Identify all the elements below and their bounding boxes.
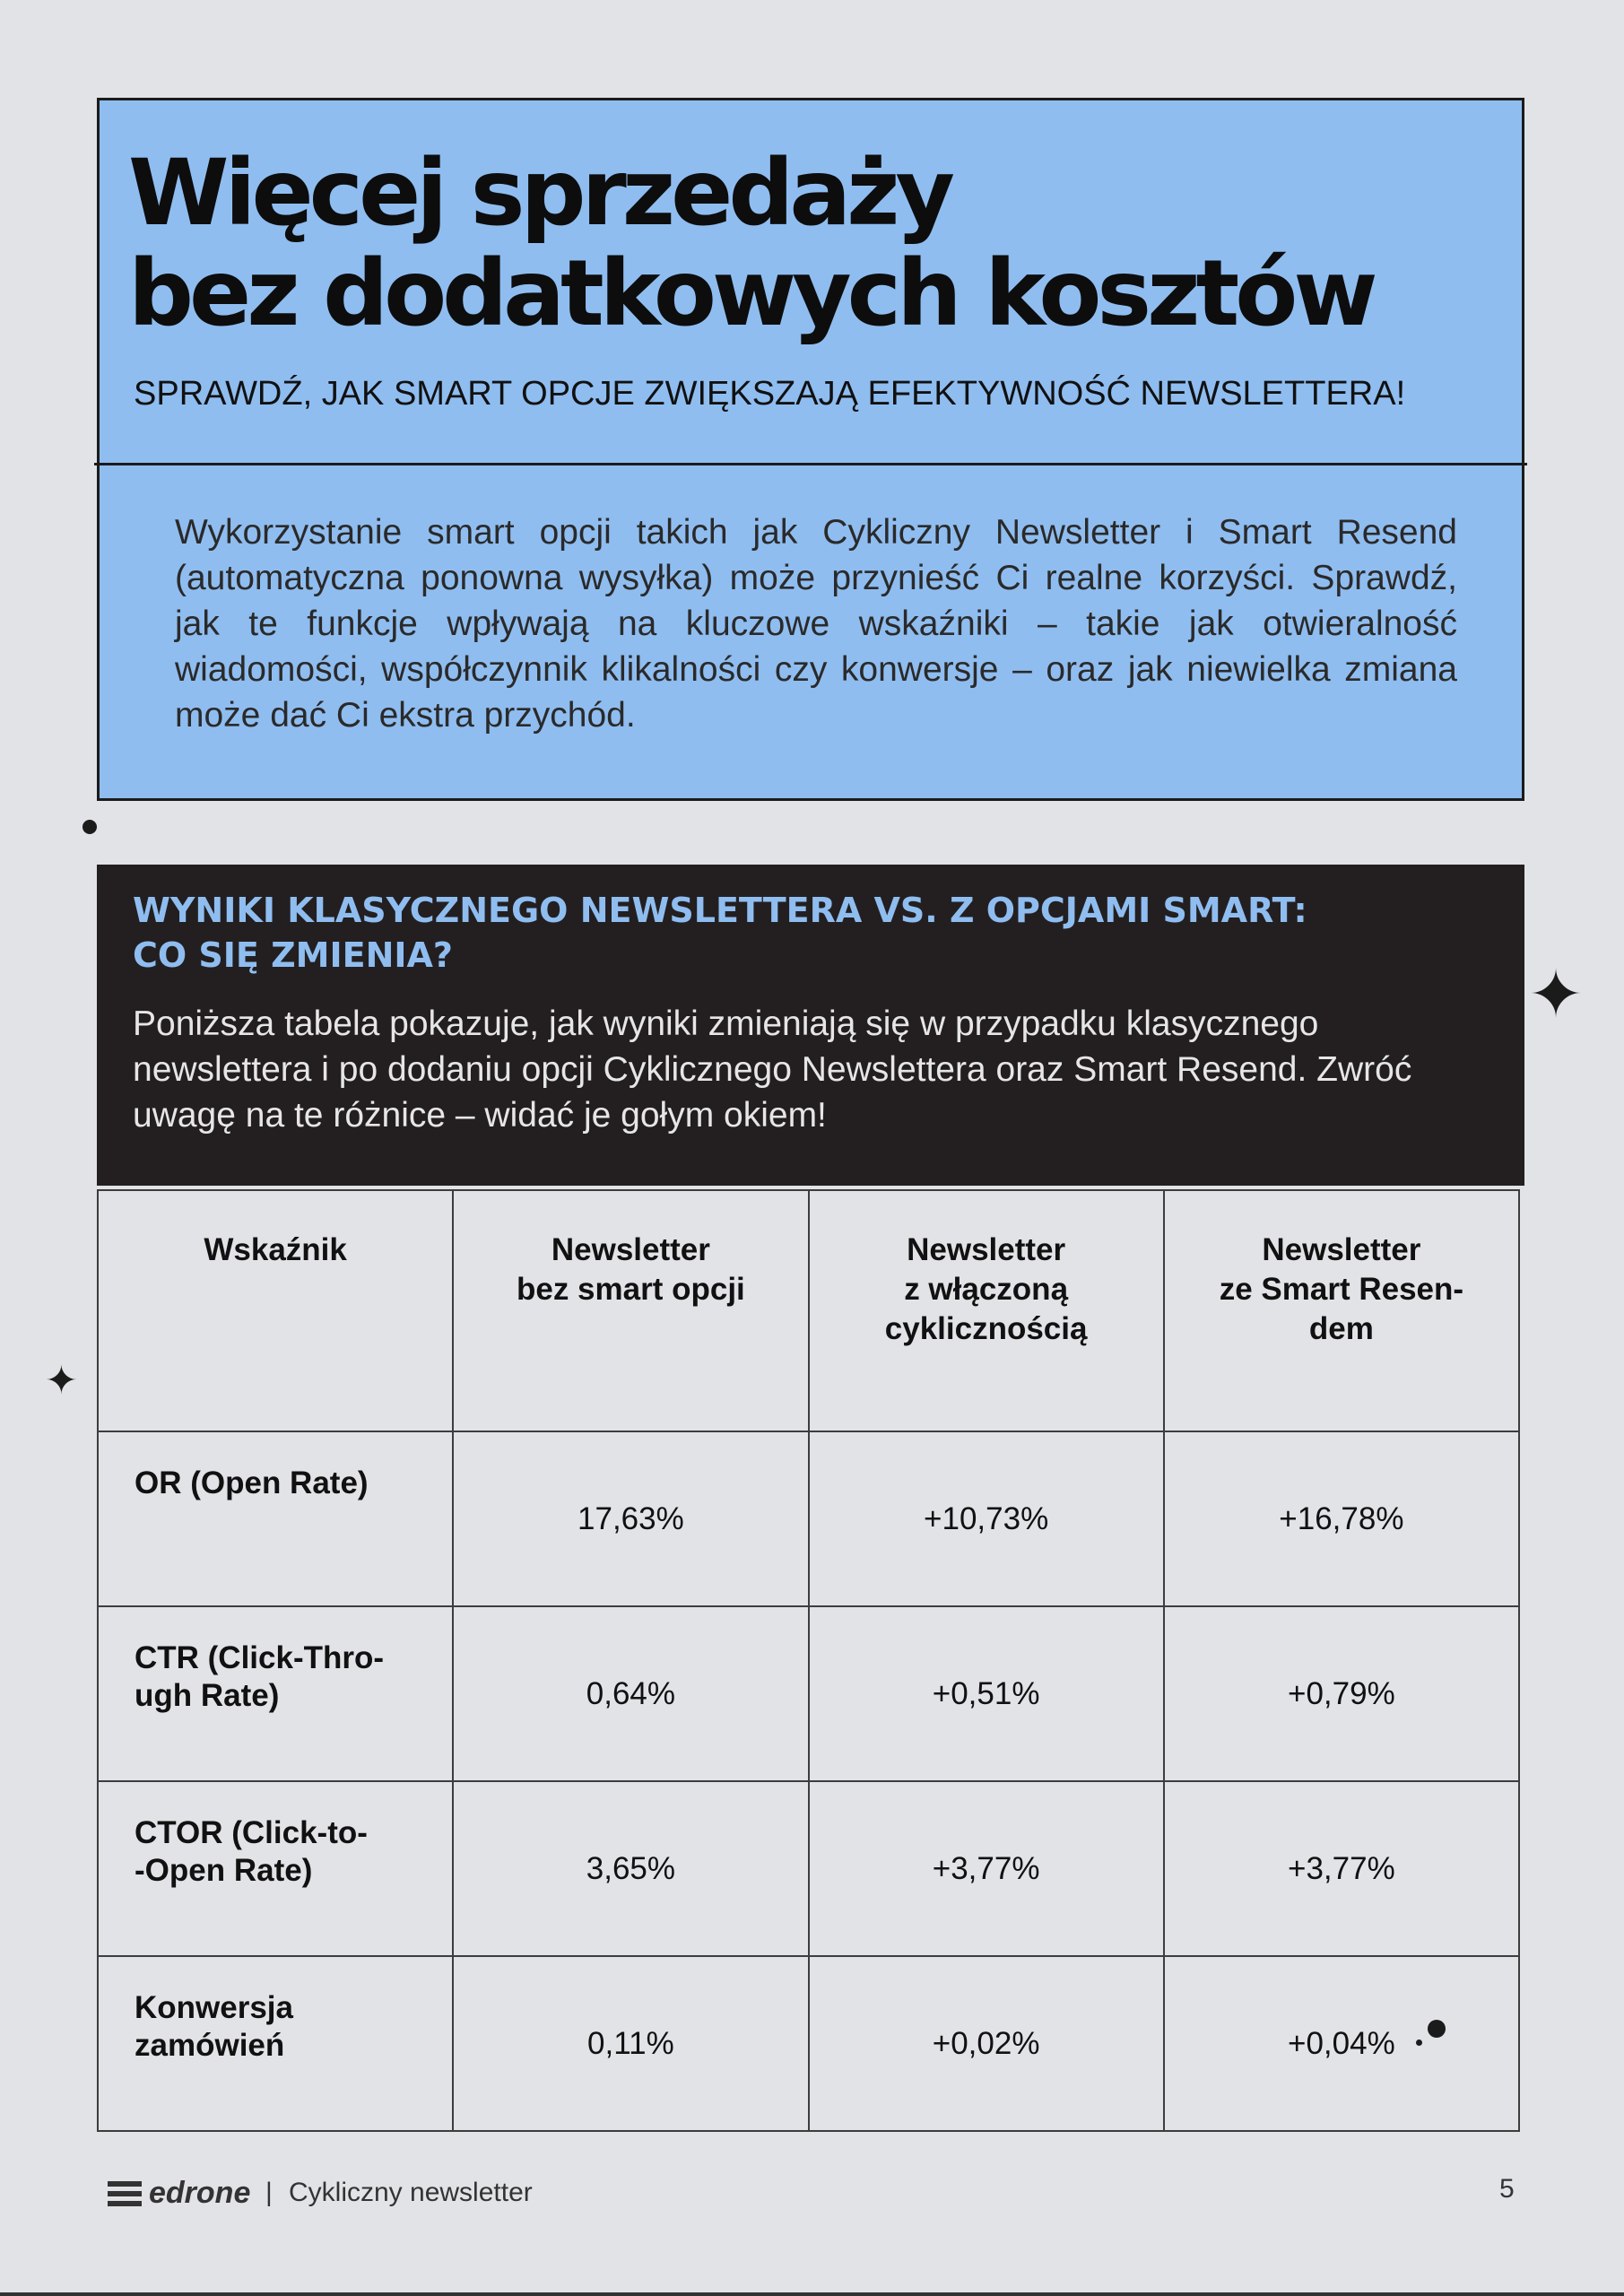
value-cell: +0,02%: [809, 1956, 1164, 2131]
results-heading: [133, 888, 1496, 978]
header-cell: [98, 1190, 453, 1431]
results-heading-line-2: CO SIĘ ZMIENIA?: [133, 935, 453, 975]
value-cell: 0,64%: [453, 1606, 808, 1781]
value-cell: 0,11%: [453, 1956, 808, 2131]
results-intro: [97, 865, 1524, 1186]
header-line: Newsletter: [551, 1232, 710, 1267]
value-cell: +0,04%: [1164, 1956, 1519, 2131]
results-table: [97, 1189, 1520, 2132]
metric-line: CTOR (Click-to-: [135, 1815, 368, 1850]
header-line: dem: [1308, 1311, 1374, 1346]
metric-line: ugh Rate): [135, 1678, 280, 1713]
page-title-line-2: bez dodatkowych kosztów: [128, 240, 1374, 347]
header-cell: [453, 1190, 808, 1431]
table-row: [98, 1431, 1519, 1606]
header-line: ze Smart Resen-: [1219, 1272, 1464, 1307]
metric-cell: [98, 1956, 453, 2131]
table-row: [98, 1956, 1519, 2131]
value-cell: +0,79%: [1164, 1606, 1519, 1781]
value-cell: 3,65%: [453, 1781, 808, 1956]
metric-cell: [98, 1781, 453, 1956]
metric-line: zamówień: [135, 2028, 285, 2063]
footer-title: Cykliczny newsletter: [289, 2178, 533, 2207]
header-line: z włączoną: [904, 1272, 1069, 1307]
results-heading-line-1: WYNIKI KLASYCZNEGO NEWSLETTERA VS. Z OPCJAMI SMART:: [133, 891, 1307, 930]
table-row: [98, 1606, 1519, 1781]
dot-icon: [83, 820, 97, 834]
value-cell: +16,78%: [1164, 1431, 1519, 1606]
footer-separator: |: [265, 2178, 273, 2207]
intro-card: [97, 98, 1524, 801]
results-paragraph: Poniższa tabela pokazuje, jak wyniki zmieniają się w przypadku klasycznego newslettera i po dodaniu opcji Cyklicznego Newslettera oraz Smart Resend. Zwróć uwagę na te różnice – widać je gołym okiem!: [133, 1004, 1412, 1135]
header-line: Newsletter: [1262, 1232, 1421, 1267]
value-cell: +3,77%: [1164, 1781, 1519, 1956]
metric-line: OR (Open Rate): [135, 1465, 369, 1500]
brand-name: edrone: [149, 2176, 251, 2210]
page-number: 5: [1499, 2174, 1515, 2204]
metric-line: CTR (Click-Thro-: [135, 1640, 385, 1675]
header-cell: [1164, 1190, 1519, 1431]
metric-cell: [98, 1431, 453, 1606]
brand-logo: [108, 2176, 250, 2211]
header-line: Newsletter: [907, 1232, 1066, 1267]
table-header-row: [98, 1190, 1519, 1431]
value-cell: +10,73%: [809, 1431, 1164, 1606]
sparkle-icon: ✦: [1528, 957, 1585, 1031]
header-line: cyklicznością: [884, 1311, 1088, 1346]
value-cell: +3,77%: [809, 1781, 1164, 1956]
menu-lines-icon: [108, 2181, 142, 2206]
value-cell: 17,63%: [453, 1431, 808, 1606]
table-row: [98, 1781, 1519, 1956]
page-subtitle: SPRAWDŹ, JAK SMART OPCJE ZWIĘKSZAJĄ EFEKTYWNOŚĆ NEWSLETTERA!: [134, 375, 1406, 413]
header-cell: [809, 1190, 1164, 1431]
value-cell: +0,51%: [809, 1606, 1164, 1781]
page-title: [128, 140, 1509, 347]
bottom-rule: [0, 2292, 1624, 2296]
sparkle-icon: ✦: [45, 1359, 78, 1403]
metric-cell: [98, 1606, 453, 1781]
divider: [94, 463, 1527, 465]
intro-paragraph: Wykorzystanie smart opcji takich jak Cykliczny Newsletter i Smart Resend (automatyczna ponowna wysyłka) może przynieść Ci realne korzyści. Sprawdź, jak te funkcje wpływają na kluczowe wskaźniki – takie jak otwieralność wiadomości, współczynnik klikalności czy konwersje – oraz jak niewielka zmiana może dać Ci ekstra przychód.: [175, 513, 1457, 735]
page-title-line-1: Więcej sprzedaży: [128, 140, 951, 247]
metric-line: -Open Rate): [135, 1853, 313, 1888]
header-line: bez smart opcji: [516, 1272, 745, 1307]
header-line: Wskaźnik: [204, 1232, 347, 1267]
metric-line: Konwersja: [135, 1990, 293, 2025]
